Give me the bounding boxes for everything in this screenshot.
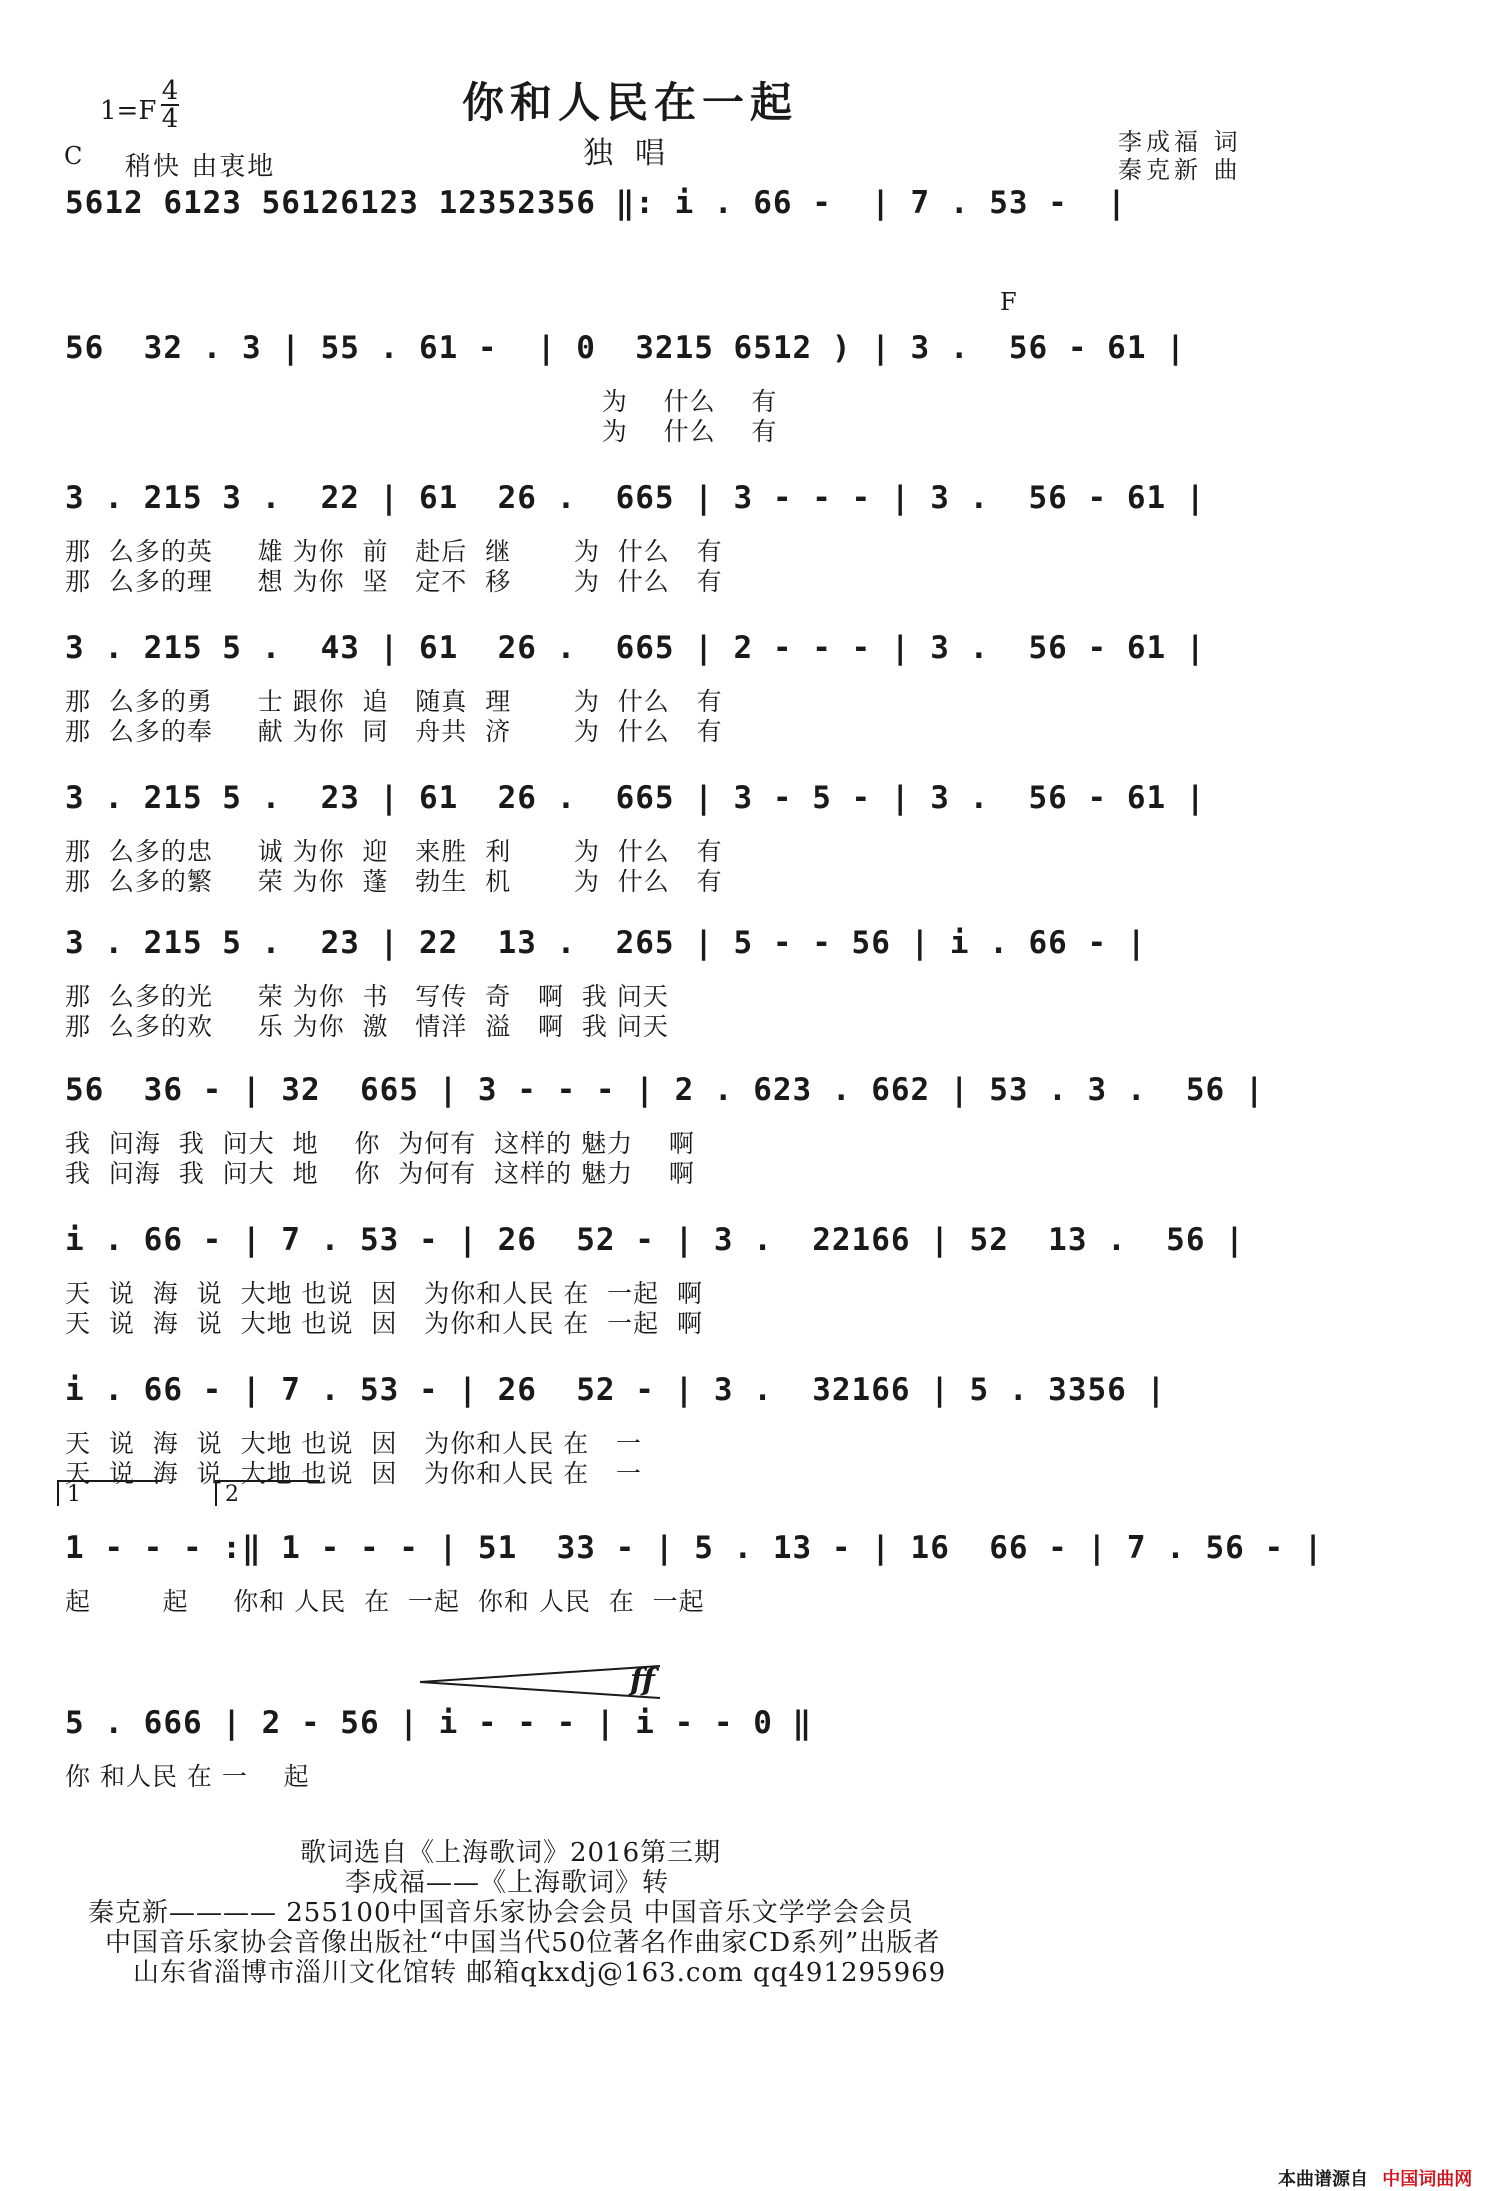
lyrics-verse-2: 那 么多的奉 献 为你 同 舟共 济 为 什么 有 bbox=[65, 717, 723, 746]
lyrics-verse-2: 那 么多的繁 荣 为你 蓬 勃生 机 为 什么 有 bbox=[65, 867, 723, 896]
lyrics-verse-1: 那 么多的勇 士 跟你 追 随真 理 为 什么 有 bbox=[65, 687, 723, 716]
notes-line: 56 36 - | 32 665 | 3 - - - | 2 . 623 . 662 | 53 . 3 . 56 | bbox=[65, 1072, 1265, 1108]
notes-line: 5 . 666 | 2 - 56 | i - - - | i - - 0 ‖ bbox=[65, 1705, 813, 1741]
footer-line-5: 山东省淄博市淄川文化馆转 邮箱qkxdj@163.com qq491295969 bbox=[133, 1958, 947, 1988]
time-bottom: 4 bbox=[161, 104, 179, 134]
notes-line: i . 66 - | 7 . 53 - | 26 52 - | 3 . 32166 | 5 . 3356 | bbox=[65, 1372, 1167, 1408]
lyrics-verse-1: 天 说 海 说 大地 也说 因 为你和人民 在 一 bbox=[65, 1429, 643, 1458]
key-text: 1=F bbox=[100, 96, 157, 126]
song-subtitle: 独唱 bbox=[583, 136, 687, 171]
notes-line: 3 . 215 5 . 43 | 61 26 . 665 | 2 - - - | 3 . 56 - 61 | bbox=[65, 630, 1206, 666]
volta-second-ending bbox=[215, 1480, 320, 1506]
notes-line: 1 - - - :‖ 1 - - - | 51 33 - | 5 . 13 - | 16 66 - | 7 . 56 - | bbox=[65, 1530, 1324, 1566]
key-signature bbox=[100, 96, 156, 126]
volta-first-label: 1 bbox=[67, 1482, 81, 1507]
lyrics-verse-2: 那 么多的欢 乐 为你 激 情洋 溢 啊 我 问天 bbox=[65, 1012, 669, 1041]
lyrics-verse-1: 你 和人民 在 一 起 bbox=[65, 1762, 310, 1791]
footer-line-2: 李成福——《上海歌词》转 bbox=[345, 1868, 670, 1898]
volta-first-ending bbox=[57, 1480, 162, 1506]
time-top: 4 bbox=[161, 76, 179, 106]
notes-line: 3 . 215 5 . 23 | 61 26 . 665 | 3 - 5 - | 3 . 56 - 61 | bbox=[65, 780, 1206, 816]
song-title: 你和人民在一起 bbox=[462, 78, 799, 127]
source-label: 本曲谱源自 bbox=[1278, 2169, 1368, 2190]
notes-line: 3 . 215 5 . 23 | 22 13 . 265 | 5 - - 56 | i . 66 - | bbox=[65, 925, 1147, 961]
lyrics-verse-2: 我 问海 我 问大 地 你 为何有 这样的 魅力 啊 bbox=[65, 1159, 695, 1188]
lyrics-verse-2: 天 说 海 说 大地 也说 因 为你和人民 在 一 bbox=[65, 1459, 643, 1488]
lyrics-verse-1: 那 么多的忠 诚 为你 迎 来胜 利 为 什么 有 bbox=[65, 837, 723, 866]
crescendo-hairpin bbox=[420, 1660, 720, 1710]
lyricist-credit: 李成福 词 bbox=[1118, 128, 1242, 156]
footer-line-3: 秦克新———— 255100中国音乐家协会会员 中国音乐文学学会会员 bbox=[88, 1898, 914, 1928]
composer-credit: 秦克新 曲 bbox=[1118, 156, 1242, 184]
lyrics-verse-1: 天 说 海 说 大地 也说 因 为你和人民 在 一起 啊 bbox=[65, 1279, 703, 1308]
lyrics-verse-1: 我 问海 我 问大 地 你 为何有 这样的 魅力 啊 bbox=[65, 1129, 695, 1158]
notes-line: 5612 6123 56126123 12352356 ‖: i . 66 - | 7 . 53 - | bbox=[65, 185, 1127, 221]
footer-line-1: 歌词选自《上海歌词》2016第三期 bbox=[300, 1838, 722, 1868]
notes-line: 56 32 . 3 | 55 . 61 - | 0 3215 6512 ) | 3 . 56 - 61 | bbox=[65, 330, 1186, 366]
lyrics-verse-1: 为 什么 有 bbox=[65, 387, 778, 416]
lyrics-verse-1: 那 么多的光 荣 为你 书 写传 奇 啊 我 问天 bbox=[65, 982, 669, 1011]
chord-c: C bbox=[64, 142, 83, 170]
notes-line: 3 . 215 3 . 22 | 61 26 . 665 | 3 - - - | 3 . 56 - 61 | bbox=[65, 480, 1206, 516]
chord-f: F bbox=[1000, 288, 1017, 316]
lyrics-verse-1: 起 起 你和 人民 在 一起 你和 人民 在 一起 bbox=[65, 1587, 705, 1616]
notes-line: i . 66 - | 7 . 53 - | 26 52 - | 3 . 22166 | 52 13 . 56 | bbox=[65, 1222, 1245, 1258]
source-site-link[interactable]: 中国词曲网 bbox=[1382, 2169, 1473, 2190]
volta-second-label: 2 bbox=[225, 1482, 239, 1507]
source-credit bbox=[1278, 2165, 1472, 2191]
tempo-marking: 稍快 由衷地 bbox=[125, 152, 276, 182]
lyrics-verse-1: 那 么多的英 雄 为你 前 赴后 继 为 什么 有 bbox=[65, 537, 723, 566]
time-signature bbox=[161, 78, 179, 132]
lyrics-verse-2: 天 说 海 说 大地 也说 因 为你和人民 在 一起 啊 bbox=[65, 1309, 703, 1338]
dynamic-ff: ff bbox=[630, 1663, 655, 1698]
lyrics-verse-2: 为 什么 有 bbox=[65, 417, 778, 446]
lyrics-verse-2: 那 么多的理 想 为你 坚 定不 移 为 什么 有 bbox=[65, 567, 723, 596]
footer-line-4: 中国音乐家协会音像出版社“中国当代50位著名作曲家CD系列”出版者 bbox=[105, 1928, 941, 1958]
